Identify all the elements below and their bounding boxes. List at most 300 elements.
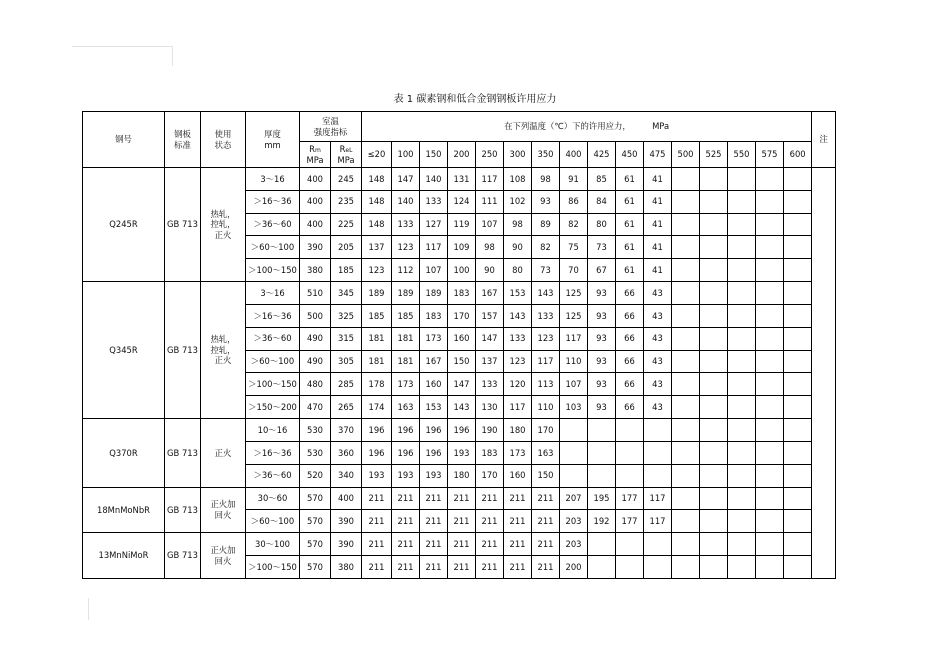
stress-cell: 196 <box>362 419 392 442</box>
plate-standard-cell: GB 713 <box>165 282 201 419</box>
header-room-temp-strength: 室温 强度指标 <box>300 112 362 142</box>
stress-cell: 211 <box>362 487 392 510</box>
crop-mark-top-vertical <box>172 46 173 66</box>
stress-cell <box>560 419 588 442</box>
table-row <box>83 419 836 442</box>
crop-mark-bottom <box>88 598 89 620</box>
stress-cell: 211 <box>420 556 448 579</box>
stress-cell: 211 <box>362 533 392 556</box>
temperature-header: 150 <box>420 142 448 168</box>
stress-cell: 211 <box>504 533 532 556</box>
service-state-cell <box>201 533 246 579</box>
stress-cell: 117 <box>532 350 560 373</box>
service-state-cell <box>201 168 246 282</box>
stress-cell: 137 <box>362 236 392 259</box>
stress-cell: 41 <box>644 190 672 213</box>
stress-cell <box>700 373 728 396</box>
stress-cell: 170 <box>532 419 560 442</box>
stress-cell: 207 <box>560 487 588 510</box>
stress-cell <box>616 419 644 442</box>
header-allowable-stress: 在下列温度（℃）下的许用应力， MPa <box>362 112 812 142</box>
stress-cell: 180 <box>448 464 476 487</box>
stress-cell: 130 <box>476 396 504 419</box>
stress-cell: 140 <box>420 168 448 191</box>
stress-cell: 41 <box>644 236 672 259</box>
stress-cell: 41 <box>644 213 672 236</box>
thickness-cell: 10～16 <box>246 419 300 442</box>
stress-cell: 66 <box>616 304 644 327</box>
stress-cell: 160 <box>420 373 448 396</box>
temperature-header: 300 <box>504 142 532 168</box>
stress-cell: 75 <box>560 236 588 259</box>
temperature-header: 500 <box>672 142 700 168</box>
rm-cell: 490 <box>300 327 331 350</box>
rm-cell: 570 <box>300 487 331 510</box>
stress-cell: 180 <box>504 419 532 442</box>
service-state-line: 正火 <box>214 229 232 240</box>
crop-mark-top <box>72 46 172 47</box>
stress-cell <box>784 533 812 556</box>
stress-cell <box>700 259 728 282</box>
stress-cell: 93 <box>532 190 560 213</box>
stress-cell <box>756 236 784 259</box>
service-state-cell <box>201 282 246 419</box>
stress-cell: 148 <box>362 190 392 213</box>
rm-cell: 510 <box>300 282 331 305</box>
stress-cell: 66 <box>616 373 644 396</box>
stress-cell <box>784 487 812 510</box>
stress-cell: 185 <box>362 304 392 327</box>
stress-cell <box>756 419 784 442</box>
rel-cell: 340 <box>331 464 362 487</box>
stress-cell: 185 <box>392 304 420 327</box>
stress-cell <box>756 304 784 327</box>
stress-cell: 90 <box>504 236 532 259</box>
stress-cell: 181 <box>392 350 420 373</box>
rm-cell: 470 <box>300 396 331 419</box>
rm-cell: 490 <box>300 350 331 373</box>
stress-cell: 173 <box>420 327 448 350</box>
stress-cell: 153 <box>420 396 448 419</box>
stress-cell: 137 <box>476 350 504 373</box>
stress-cell <box>672 327 700 350</box>
rel-cell: 245 <box>331 168 362 191</box>
service-state-line: 热轧， <box>210 334 236 345</box>
stress-cell: 211 <box>392 487 420 510</box>
stress-cell: 181 <box>392 327 420 350</box>
stress-cell: 177 <box>616 487 644 510</box>
temperature-header: 550 <box>728 142 756 168</box>
stress-cell: 66 <box>616 350 644 373</box>
stress-cell <box>756 327 784 350</box>
rel-cell: 390 <box>331 510 362 533</box>
stress-cell: 84 <box>588 190 616 213</box>
stress-cell: 181 <box>362 350 392 373</box>
stress-cell <box>784 464 812 487</box>
stress-cell: 211 <box>362 510 392 533</box>
temperature-header: 575 <box>756 142 784 168</box>
stress-cell <box>728 510 756 533</box>
temperature-header: 475 <box>644 142 672 168</box>
stress-cell: 82 <box>532 236 560 259</box>
stress-cell <box>756 441 784 464</box>
rel-cell: 370 <box>331 419 362 442</box>
stress-cell: 143 <box>532 282 560 305</box>
stress-cell: 90 <box>476 259 504 282</box>
stress-cell: 167 <box>420 350 448 373</box>
header-rm: Rm MPa <box>300 142 331 168</box>
stress-cell: 133 <box>532 304 560 327</box>
service-state-line: 热轧， <box>210 208 236 219</box>
stress-cell: 98 <box>504 213 532 236</box>
stress-cell <box>728 487 756 510</box>
stress-cell: 196 <box>362 441 392 464</box>
stress-cell: 211 <box>448 533 476 556</box>
stress-cell <box>672 510 700 533</box>
rel-cell: 205 <box>331 236 362 259</box>
stress-cell <box>756 373 784 396</box>
rm-cell: 570 <box>300 510 331 533</box>
stress-cell <box>672 396 700 419</box>
rm-cell: 380 <box>300 259 331 282</box>
stress-cell: 117 <box>420 236 448 259</box>
stress-cell <box>728 304 756 327</box>
stress-cell: 174 <box>362 396 392 419</box>
rel-cell: 285 <box>331 373 362 396</box>
stress-cell: 98 <box>476 236 504 259</box>
rel-cell: 225 <box>331 213 362 236</box>
stress-cell <box>784 327 812 350</box>
stress-cell <box>700 464 728 487</box>
stress-cell <box>728 533 756 556</box>
stress-cell <box>616 441 644 464</box>
rm-cell: 390 <box>300 236 331 259</box>
rel-cell: 305 <box>331 350 362 373</box>
stress-cell: 150 <box>448 350 476 373</box>
stress-cell: 43 <box>644 304 672 327</box>
temperature-header: 525 <box>700 142 728 168</box>
plate-standard-cell: GB 713 <box>165 419 201 487</box>
thickness-cell: ＞100～150 <box>246 259 300 282</box>
stress-cell: 66 <box>616 282 644 305</box>
thickness-cell: ＞36～60 <box>246 327 300 350</box>
rel-cell: 185 <box>331 259 362 282</box>
stress-cell <box>616 533 644 556</box>
stress-cell <box>784 236 812 259</box>
temperature-header: 400 <box>560 142 588 168</box>
stress-cell <box>728 259 756 282</box>
rm-cell: 570 <box>300 556 331 579</box>
stress-cell: 103 <box>560 396 588 419</box>
service-state-line: 控轧， <box>210 219 236 230</box>
stress-cell: 211 <box>448 556 476 579</box>
stress-cell: 211 <box>476 487 504 510</box>
stress-cell <box>784 168 812 191</box>
stress-cell <box>672 282 700 305</box>
allowable-stress-table <box>82 111 836 579</box>
temperature-header: 350 <box>532 142 560 168</box>
stress-cell <box>728 441 756 464</box>
stress-cell: 189 <box>420 282 448 305</box>
stress-cell: 211 <box>476 510 504 533</box>
stress-cell: 123 <box>532 327 560 350</box>
stress-cell: 41 <box>644 168 672 191</box>
stress-cell <box>700 419 728 442</box>
stress-cell: 211 <box>448 510 476 533</box>
stress-cell: 80 <box>588 213 616 236</box>
rm-cell: 520 <box>300 464 331 487</box>
stress-cell: 107 <box>420 259 448 282</box>
stress-cell <box>784 190 812 213</box>
stress-cell <box>756 487 784 510</box>
stress-cell: 89 <box>532 213 560 236</box>
stress-cell <box>672 464 700 487</box>
stress-cell <box>644 533 672 556</box>
stress-cell <box>588 441 616 464</box>
service-state-line: 回火 <box>214 555 232 566</box>
table-row <box>83 533 836 556</box>
stress-cell: 112 <box>392 259 420 282</box>
stress-cell <box>700 510 728 533</box>
stress-cell: 183 <box>448 282 476 305</box>
stress-cell: 211 <box>476 533 504 556</box>
thickness-cell: 30～60 <box>246 487 300 510</box>
thickness-cell: ＞100～150 <box>246 373 300 396</box>
stress-cell: 211 <box>504 510 532 533</box>
stress-cell <box>784 304 812 327</box>
stress-cell: 93 <box>588 373 616 396</box>
stress-cell <box>756 282 784 305</box>
stress-cell <box>672 533 700 556</box>
rm-cell: 570 <box>300 533 331 556</box>
stress-cell <box>784 259 812 282</box>
stress-cell <box>784 419 812 442</box>
table-row <box>83 282 836 305</box>
stress-cell: 102 <box>504 190 532 213</box>
thickness-cell: ＞36～60 <box>246 464 300 487</box>
stress-cell: 43 <box>644 282 672 305</box>
thickness-cell: ＞16～36 <box>246 304 300 327</box>
stress-cell: 110 <box>532 396 560 419</box>
stress-cell: 147 <box>392 168 420 191</box>
rel-cell: 400 <box>331 487 362 510</box>
stress-cell <box>728 556 756 579</box>
stress-cell: 196 <box>448 419 476 442</box>
rel-cell: 345 <box>331 282 362 305</box>
stress-cell <box>672 168 700 191</box>
temperature-header: 200 <box>448 142 476 168</box>
stress-cell: 124 <box>448 190 476 213</box>
stress-cell <box>728 419 756 442</box>
stress-cell: 140 <box>392 190 420 213</box>
stress-cell: 143 <box>504 304 532 327</box>
stress-cell <box>672 419 700 442</box>
stress-cell <box>784 441 812 464</box>
temperature-header: 250 <box>476 142 504 168</box>
stress-cell: 211 <box>392 510 420 533</box>
rm-cell: 530 <box>300 441 331 464</box>
stress-cell: 211 <box>448 487 476 510</box>
stress-cell: 211 <box>532 556 560 579</box>
header-thickness: 厚度 mm <box>246 112 300 168</box>
stress-cell: 211 <box>476 556 504 579</box>
stress-cell: 193 <box>392 464 420 487</box>
stress-cell: 93 <box>588 327 616 350</box>
stress-cell <box>756 464 784 487</box>
thickness-cell: ＞60～100 <box>246 350 300 373</box>
stress-cell <box>756 396 784 419</box>
service-state-cell <box>201 487 246 533</box>
stress-cell <box>756 190 784 213</box>
stress-cell <box>616 464 644 487</box>
stress-cell: 86 <box>560 190 588 213</box>
thickness-cell: ＞16～36 <box>246 190 300 213</box>
service-state-line: 正火加 <box>210 545 236 556</box>
stress-cell <box>756 259 784 282</box>
stress-cell: 196 <box>420 419 448 442</box>
stress-cell: 41 <box>644 259 672 282</box>
stress-cell: 203 <box>560 533 588 556</box>
stress-cell <box>700 168 728 191</box>
stress-cell: 43 <box>644 350 672 373</box>
stress-cell <box>700 441 728 464</box>
stress-cell: 163 <box>532 441 560 464</box>
stress-cell <box>700 282 728 305</box>
stress-cell: 43 <box>644 373 672 396</box>
stress-cell <box>728 190 756 213</box>
stress-cell <box>700 190 728 213</box>
stress-cell: 91 <box>560 168 588 191</box>
stress-cell: 123 <box>504 350 532 373</box>
stress-cell: 211 <box>532 533 560 556</box>
service-state-line: 回火 <box>214 509 232 520</box>
stress-cell: 80 <box>504 259 532 282</box>
stress-cell: 107 <box>476 213 504 236</box>
stress-cell: 61 <box>616 168 644 191</box>
stress-cell <box>700 533 728 556</box>
table-title: 表 1 碳素钢和低合金钢钢板许用应力 <box>393 94 557 105</box>
stress-cell: 100 <box>448 259 476 282</box>
stress-cell: 203 <box>560 510 588 533</box>
stress-cell: 66 <box>616 327 644 350</box>
stress-cell: 70 <box>560 259 588 282</box>
stress-cell: 173 <box>504 441 532 464</box>
stress-cell <box>700 236 728 259</box>
temperature-header: 450 <box>616 142 644 168</box>
stress-cell: 93 <box>588 304 616 327</box>
stress-cell <box>756 350 784 373</box>
stress-cell <box>700 556 728 579</box>
stress-cell <box>784 556 812 579</box>
stress-cell <box>728 236 756 259</box>
stress-cell: 117 <box>644 487 672 510</box>
stress-cell: 131 <box>448 168 476 191</box>
stress-cell <box>672 236 700 259</box>
stress-cell <box>728 168 756 191</box>
stress-cell: 93 <box>588 396 616 419</box>
stress-cell <box>672 304 700 327</box>
stress-cell: 148 <box>362 213 392 236</box>
stress-cell: 196 <box>392 441 420 464</box>
rel-cell: 315 <box>331 327 362 350</box>
thickness-cell: ＞36～60 <box>246 213 300 236</box>
stress-cell <box>672 441 700 464</box>
stress-cell <box>672 213 700 236</box>
rm-cell: 400 <box>300 190 331 213</box>
stress-cell: 82 <box>560 213 588 236</box>
stress-cell: 196 <box>392 419 420 442</box>
stress-cell <box>560 464 588 487</box>
stress-cell: 125 <box>560 282 588 305</box>
stress-cell: 160 <box>504 464 532 487</box>
stress-cell: 200 <box>560 556 588 579</box>
service-state-line: 控轧， <box>210 344 236 355</box>
thickness-cell: ＞100～150 <box>246 556 300 579</box>
stress-cell: 183 <box>476 441 504 464</box>
stress-cell: 123 <box>362 259 392 282</box>
thickness-cell: ＞60～100 <box>246 236 300 259</box>
stress-cell <box>644 441 672 464</box>
stress-cell <box>728 213 756 236</box>
header-state: 使用 状态 <box>201 112 246 168</box>
stress-cell: 193 <box>448 441 476 464</box>
service-state-line: 正火加 <box>210 499 236 510</box>
stress-cell <box>756 510 784 533</box>
stress-cell <box>700 350 728 373</box>
steel-grade-cell: 18MnMoNbR <box>83 487 165 533</box>
thickness-cell: 30～100 <box>246 533 300 556</box>
stress-cell: 178 <box>362 373 392 396</box>
stress-cell: 109 <box>448 236 476 259</box>
stress-cell <box>644 464 672 487</box>
stress-cell <box>672 259 700 282</box>
stress-cell <box>728 464 756 487</box>
stress-cell: 93 <box>588 282 616 305</box>
stress-cell: 167 <box>476 282 504 305</box>
stress-cell <box>756 168 784 191</box>
service-state-line: 正火 <box>214 355 232 366</box>
stress-cell: 190 <box>476 419 504 442</box>
stress-cell <box>700 213 728 236</box>
stress-cell: 117 <box>476 168 504 191</box>
temperature-header: 600 <box>784 142 812 168</box>
temperature-header: 100 <box>392 142 420 168</box>
stress-cell <box>672 556 700 579</box>
stress-cell <box>588 464 616 487</box>
stress-cell: 113 <box>532 373 560 396</box>
stress-cell: 147 <box>448 373 476 396</box>
stress-cell <box>728 327 756 350</box>
stress-cell <box>644 556 672 579</box>
temperature-header: ≤20 <box>362 142 392 168</box>
thickness-cell: ＞150～200 <box>246 396 300 419</box>
stress-cell <box>588 556 616 579</box>
rm-cell: 500 <box>300 304 331 327</box>
stress-cell <box>728 350 756 373</box>
stress-cell <box>644 419 672 442</box>
temperature-header: 425 <box>588 142 616 168</box>
rel-cell: 325 <box>331 304 362 327</box>
table-row <box>83 168 836 191</box>
stress-cell <box>700 304 728 327</box>
rel-cell: 235 <box>331 190 362 213</box>
stress-cell: 66 <box>616 396 644 419</box>
stress-cell: 133 <box>420 190 448 213</box>
stress-cell <box>728 282 756 305</box>
header-standard: 钢板 标准 <box>165 112 201 168</box>
stress-cell <box>672 487 700 510</box>
steel-grade-cell: Q370R <box>83 419 165 487</box>
